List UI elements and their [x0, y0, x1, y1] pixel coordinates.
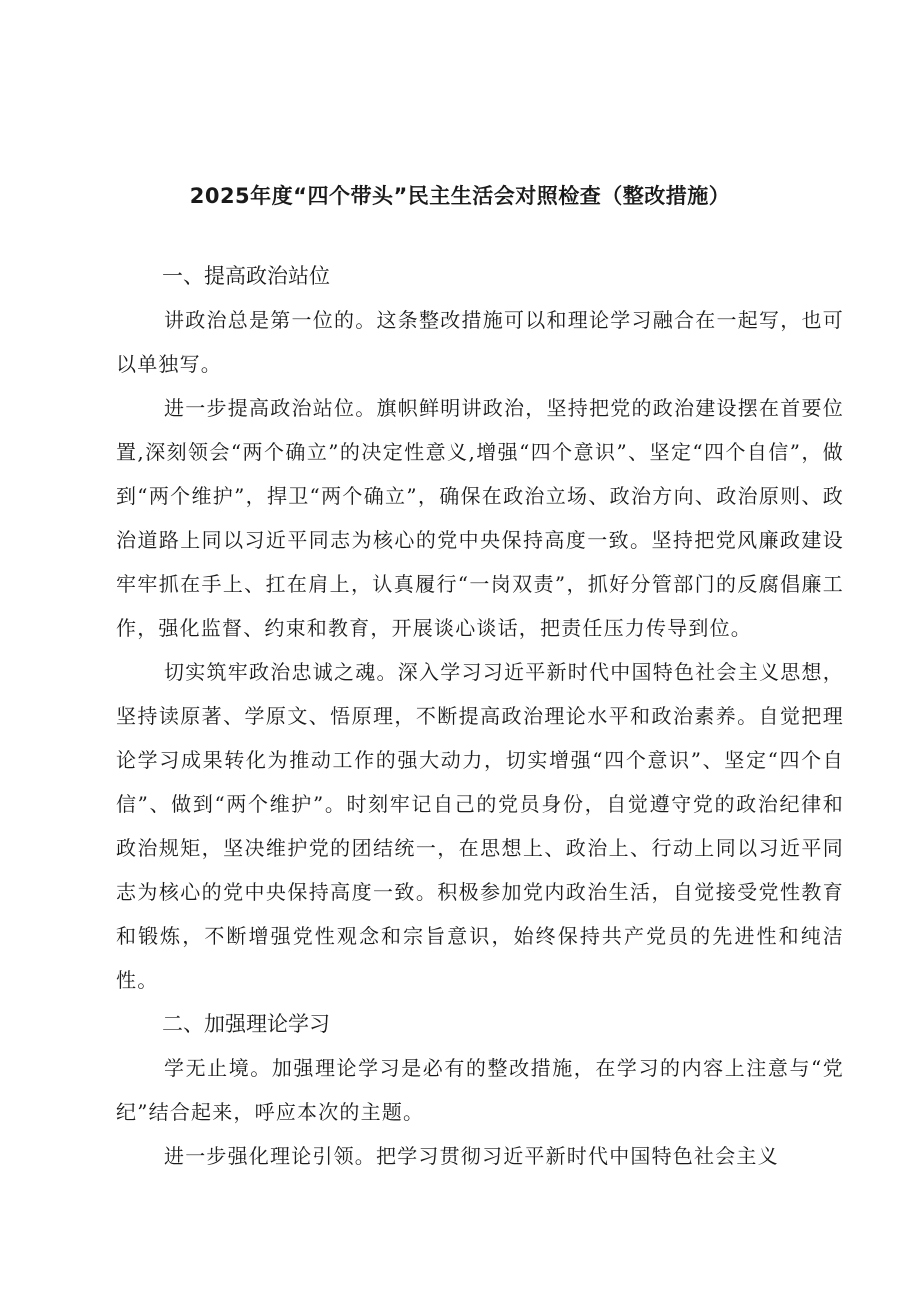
document-body	[116, 254, 844, 1178]
paragraph: 学无止境。加强理论学习是必有的整改措施，在学习的内容上注意与“党纪”结合起来，呼应本次的主题。	[116, 1056, 844, 1124]
section-heading-1: 一、提高政治站位	[162, 264, 330, 288]
paragraph: 讲政治总是第一位的。这条整改措施可以和理论学习融合在一起写，也可以单独写。	[116, 308, 844, 376]
paragraph: 进一步提高政治站位。旗帜鲜明讲政治，坚持把党的政治建设摆在首要位置,深刻领会“两个确立”的决定性意义,增强“四个意识”、坚定“四个自信”，做到“两个维护”，捍卫“两个确立”，确保在政治立场、政治方向、政治原则、政治道路上同以习近平同志为核心的党中央保持高度一致。坚持把党风廉政建设牢牢抓在手上、扛在肩上，认真履行“一岗双责”，抓好分管部门的反腐倡廉工作，强化监督、约束和教育，开展谈心谈话，把责任压力传导到位。	[116, 396, 844, 640]
document-title: 2025年度“四个带头”民主生活会对照检查（整改措施）	[189, 184, 731, 209]
section-heading-2: 二、加强理论学习	[162, 1012, 330, 1036]
paragraph: 进一步强化理论引领。把学习贯彻习近平新时代中国特色社会主义	[164, 1144, 779, 1168]
paragraph: 切实筑牢政治忠诚之魂。深入学习习近平新时代中国特色社会主义思想，坚持读原著、学原文、悟原理，不断提高政治理论水平和政治素养。自觉把理论学习成果转化为推动工作的强大动力，切实增强“四个意识”、坚定“四个自信”、做到“两个维护”。时刻牢记自己的党员身份，自觉遵守党的政治纪律和政治规矩，坚决维护党的团结统一，在思想上、政治上、行动上同以习近平同志为核心的党中央保持高度一致。积极参加党内政治生活，自觉接受党性教育和锻炼，不断增强党性观念和宗旨意识，始终保持共产党员的先进性和纯洁性。	[116, 660, 844, 992]
